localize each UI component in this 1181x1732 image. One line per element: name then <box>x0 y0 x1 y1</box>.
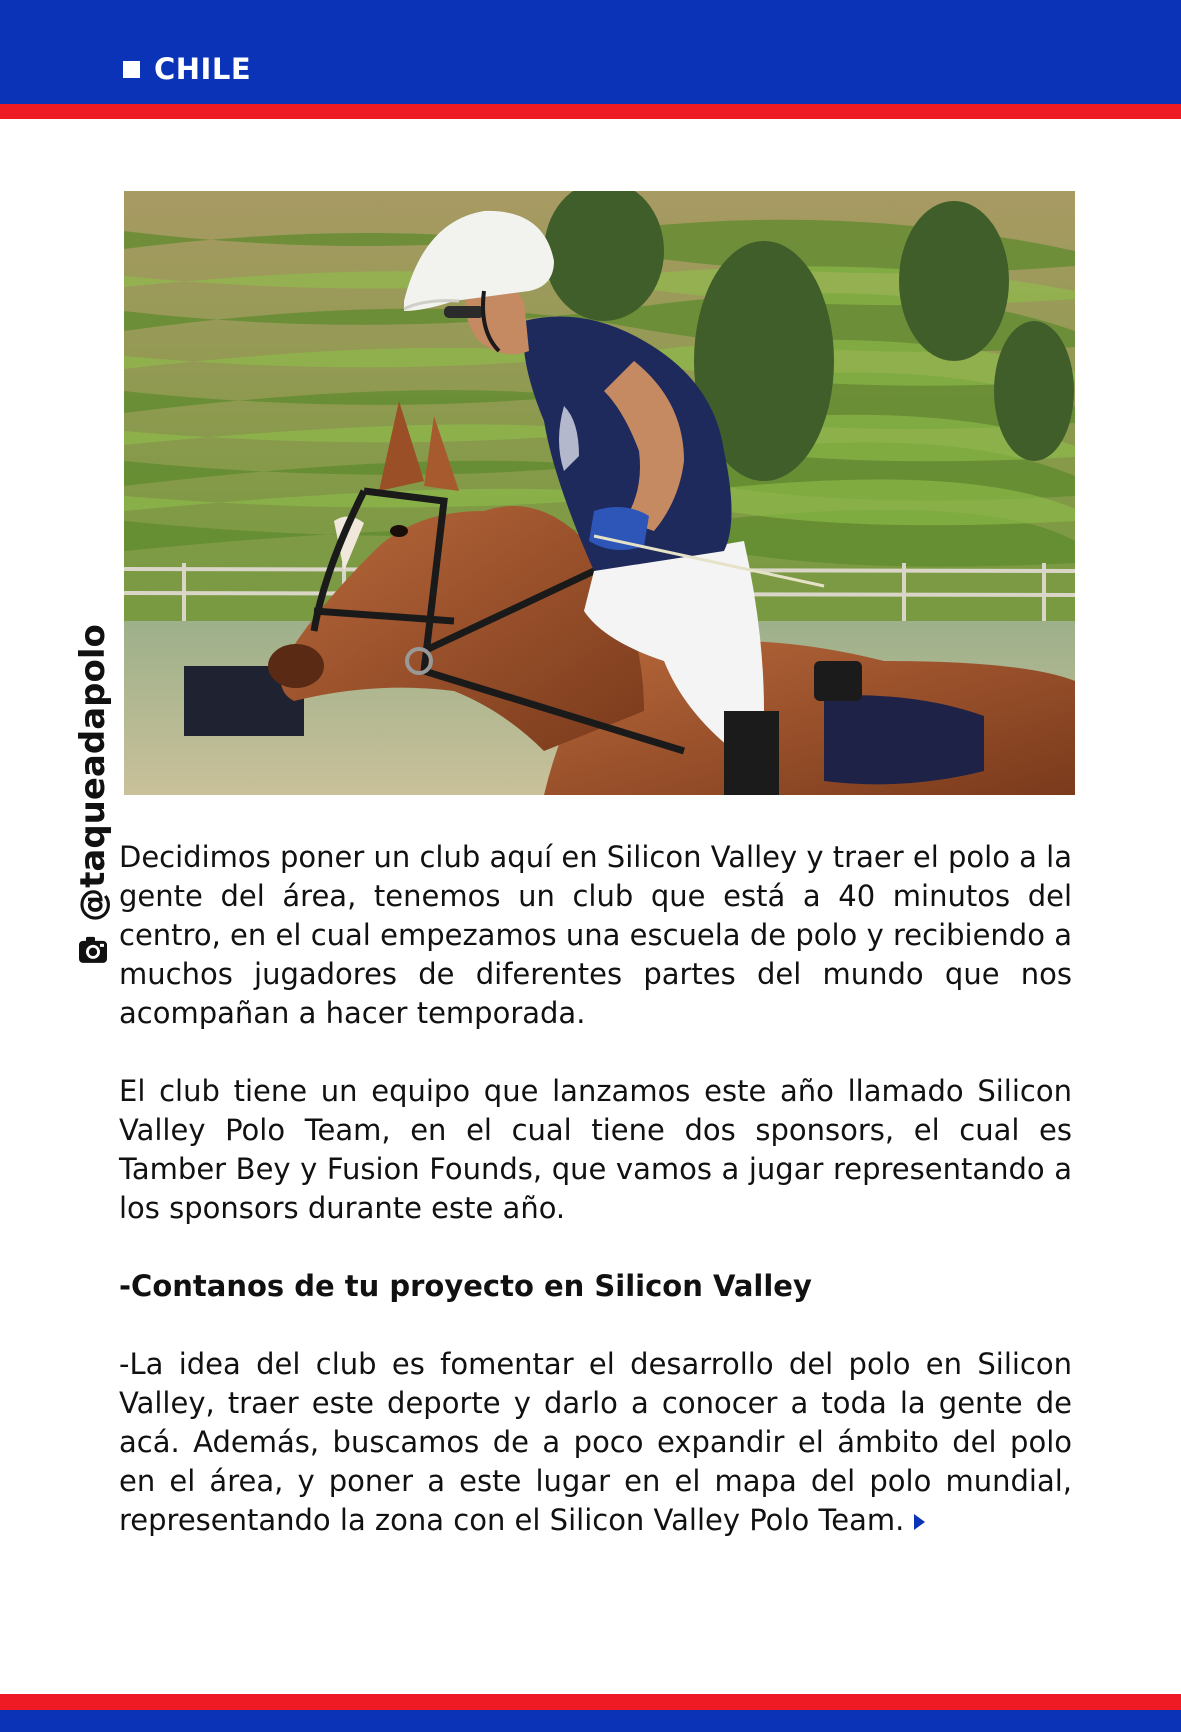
social-handle-text: @taqueadapolo <box>73 624 113 922</box>
article-photo <box>124 191 1075 795</box>
article-paragraph: El club tiene un equipo que lanzamos este año llamado Silicon Valley Polo Team, en el cual tiene dos sponsors, el cual es Tamber Bey y Fusion Founds, que vamos a jugar representando a los sponsors durante este año. <box>119 1074 1072 1225</box>
interview-answer <box>119 1345 1072 1540</box>
header-red-stripe <box>0 104 1181 119</box>
continue-arrow-icon <box>914 1514 925 1530</box>
polo-player-photo <box>124 191 1075 795</box>
square-bullet-icon <box>123 61 140 78</box>
social-handle <box>73 624 113 966</box>
section-tag <box>123 52 251 86</box>
article-paragraph: Decidimos poner un club aquí en Silicon Valley y traer el polo a la gente del área, tenemos un club que está a 40 minutos del centro, en el cual empezamos una escuela de polo y recibiendo a muchos jugadores de diferentes partes del mundo que nos acompañan a hacer temporada. <box>119 840 1072 1030</box>
instagram-camera-icon <box>77 934 109 966</box>
interview-question: -Contanos de tu proyecto en Silicon Valley <box>119 1269 812 1303</box>
footer-red-stripe <box>0 1694 1181 1710</box>
footer-band <box>0 1710 1181 1732</box>
article-body <box>119 838 1072 1540</box>
section-label: CHILE <box>154 52 252 86</box>
interview-answer-text: -La idea del club es fomentar el desarrollo del polo en Silicon Valley, traer este deporte y darlo a conocer a toda la gente de acá. Además, buscamos de a poco expandir el ámbito del polo en el área, y poner a este lugar en el mapa del polo mundial, representando la zona con el Silicon Valley Polo Team. <box>119 1347 1072 1537</box>
